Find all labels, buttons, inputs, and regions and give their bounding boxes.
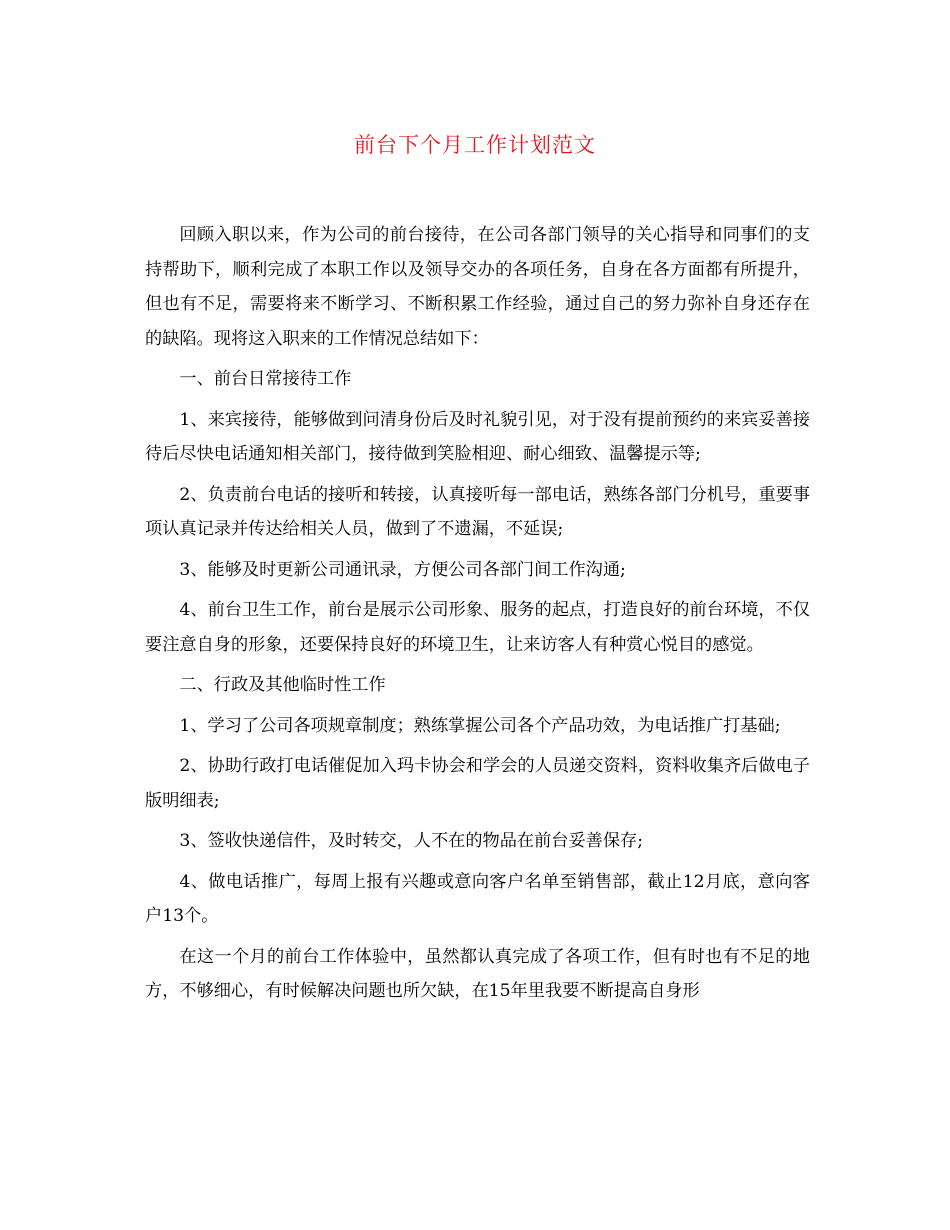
paragraph-item: 4、做电话推广，每周上报有兴趣或意向客户名单至销售部，截止12月底，意向客户13个。	[145, 871, 810, 926]
paragraph-item: 4、前台卫生工作，前台是展示公司形象、服务的起点，打造良好的前台环境，不仅要注意自身的形象，还要保持良好的环境卫生，让来访客人有种赏心悦目的感觉。	[145, 600, 810, 655]
document-title: 前台下个月工作计划范文	[354, 133, 596, 157]
paragraph-item: 1、学习了公司各项规章制度；熟练掌握公司各个产品功效，为电话推广打基础;	[179, 715, 781, 736]
section-heading-admin: 二、行政及其他临时性工作	[179, 675, 386, 695]
section-heading-reception: 一、前台日常接待工作	[179, 369, 352, 389]
paragraph-item: 2、负责前台电话的接听和转接，认真接听每一部电话，熟练各部门分机号，重要事项认真记录并传达给相关人员，做到了不遗漏，不延误;	[145, 484, 810, 539]
document-body	[145, 218, 810, 1015]
paragraph-item: 3、能够及时更新公司通讯录，方便公司各部门间工作沟通;	[179, 559, 626, 580]
paragraph-conclusion: 在这一个月的前台工作体验中，虽然都认真完成了各项工作，但有时也有不足的地方，不够细心，有时候解决问题也所欠缺，在15年里我要不断提高自身形	[145, 946, 810, 1001]
paragraph-item: 2、协助行政打电话催促加入玛卡协会和学会的人员递交资料，资料收集齐后做电子版明细表;	[145, 756, 810, 811]
paragraph-intro: 回顾入职以来，作为公司的前台接待，在公司各部门领导的关心指导和同事们的支持帮助下，顺利完成了本职工作以及领导交办的各项任务，自身在各方面都有所提升，但也有不足，需要将来不断学习、不断积累工作经验，通过自己的努力弥补自身还存在的缺陷。现将这入职来的工作情况总结如下：	[145, 225, 810, 349]
paragraph-item: 3、签收快递信件，及时转交，人不在的物品在前台妥善保存;	[179, 831, 643, 851]
paragraph-item: 1、来宾接待，能够做到问清身份后及时礼貌引见，对于没有提前预约的来宾妥善接待后尽快电话通知相关部门，接待做到笑脸相迎、耐心细致、温馨提示等;	[145, 409, 810, 464]
